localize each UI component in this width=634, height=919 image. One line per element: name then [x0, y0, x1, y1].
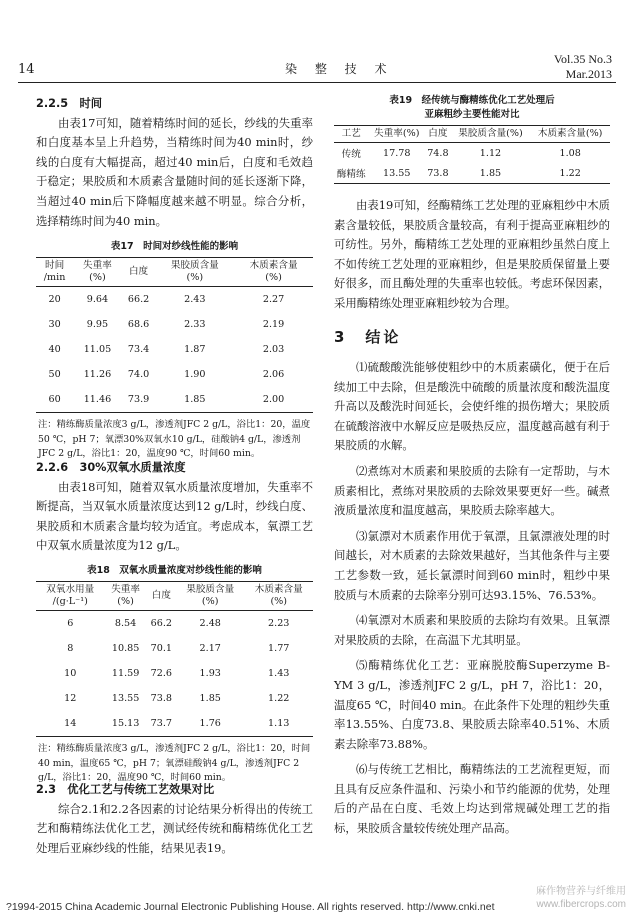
table-cell: 2.19	[262, 319, 285, 330]
table-18-note: 注：精练酶质量浓度3 g/L，渗透剂JFC 2 g/L，浴比1：20，时间40 min，温度65 ℃，pH 7；氧漂硅酸钠4 g/L，渗透剂JFC 2 g/L，浴比1：20，温度90 ℃，时间60 min。	[38, 743, 311, 783]
table-row	[36, 686, 313, 711]
table-cell: 40	[48, 344, 61, 355]
section-2-3	[36, 780, 313, 858]
table-header-cell: 果胶质含量 (%)	[155, 258, 234, 287]
table-cell: 11.46	[83, 394, 112, 405]
table-cell: 73.8	[150, 693, 173, 704]
table-cell: 14	[64, 718, 77, 729]
table-row	[36, 362, 313, 387]
section-2-2-6	[36, 458, 313, 556]
table-17	[36, 240, 313, 462]
footer-url: http://www.cnki.net	[406, 901, 495, 913]
table-cell: 1.85	[479, 167, 502, 179]
table-row	[334, 163, 610, 184]
table-cell: 2.06	[262, 369, 285, 380]
table-cell: 13.55	[111, 693, 140, 704]
table-cell: 73.4	[127, 344, 150, 355]
table-cell: 1.13	[268, 718, 290, 729]
issue-date: Mar.2013	[565, 67, 612, 81]
table-cell: 73.7	[150, 718, 173, 729]
table-19-caption-line-1: 表19 经传统与酶精练优化工艺处理后	[389, 95, 555, 106]
table-19	[334, 94, 610, 184]
table-header-cell: 失重率 (%)	[73, 258, 122, 287]
table-cell: 2.33	[184, 319, 206, 330]
table-cell: 10	[64, 668, 77, 679]
table-cell: 11.26	[83, 369, 112, 380]
table-cell: 1.85	[184, 394, 206, 405]
table-header-cell: 时间 /min	[36, 258, 73, 287]
table-18-caption: 表18 双氧水质量浓度对纱线性能的影响	[87, 565, 262, 576]
table-cell: 11.59	[111, 668, 140, 679]
table-cell: 8.54	[114, 618, 137, 629]
table-row	[36, 337, 313, 362]
table-19-discussion	[334, 196, 610, 314]
table-cell: 2.00	[262, 394, 285, 405]
table-cell: 15.13	[111, 718, 140, 729]
table-cell: 9.64	[86, 294, 109, 305]
section-2-2-6-text: 由表18可知，随着双氧水质量浓度增加，失重率不断提高，当双氧水质量浓度达到12 g/L时，纱线白度、果胶质和木质素含量均较为适宜。考虑成本，氧漂工艺中双氧水质量浓度为12 g/L。	[36, 479, 313, 553]
section-3-title: 3 结论	[334, 328, 402, 346]
table-cell: 60	[48, 394, 61, 405]
table-row	[36, 611, 313, 637]
table-header-cell: 果胶质含量 (%)	[176, 582, 245, 611]
table-cell: 1.77	[268, 643, 290, 654]
section-2-2-6-title: 2.2.6 30%双氧水质量浓度	[36, 461, 186, 474]
table-cell: 2.03	[262, 344, 285, 355]
table-row	[36, 636, 313, 661]
table-cell: 66.2	[127, 294, 150, 305]
table-header-cell: 失重率(%)	[368, 126, 425, 143]
watermark-line-1: 麻作物营养与纤维用	[536, 886, 626, 897]
table-cell: 1.76	[199, 718, 221, 729]
journal-title: 染 整 技 术	[285, 62, 394, 76]
table-cell: 9.95	[86, 319, 109, 330]
table-cell: 2.23	[268, 618, 290, 629]
table-header-cell: 白度	[425, 126, 451, 143]
table-cell: 74.0	[127, 369, 150, 380]
table-header-cell: 木质素含量(%)	[530, 126, 610, 143]
table-cell: 1.87	[184, 344, 206, 355]
table-cell: 酶精练	[336, 169, 366, 180]
table-cell: 6	[67, 618, 74, 629]
table-cell: 1.90	[184, 369, 206, 380]
header-rule	[18, 82, 616, 83]
table-17-note: 注：精练酶质量浓度3 g/L，渗透剂JFC 2 g/L，浴比1：20，温度50 ℃，pH 7；氧漂30%双氧水10 g/L，硅酸钠4 g/L，渗透剂JFC 2 g/L，浴比1：20，温度90 ℃，时间60 min。	[38, 419, 311, 459]
section-2-2-5-text: 由表17可知，随着精练时间的延长，纱线的失重率和白度基本呈上升趋势，当精练时间为40 min时，纱线的白度有大幅提高，超过40 min后，白度和毛效趋于稳定；果胶质和木质素含量随时间的延长逐渐下降，当超过40 min后下降幅度越来越不明显。综合分析，选择精练时间为40 min。	[36, 115, 313, 228]
copyright-text: ?1994-2015 China Academic Journal Electronic Publishing House. All rights reserved.	[6, 901, 405, 913]
section-2-2-5-title: 2.2.5 时间	[36, 97, 103, 110]
table-cell: 11.05	[83, 344, 112, 355]
conclusion-1: ⑴硫酸酸洗能够使粗纱中的木质素磺化，便于在后续加工中去除，但是酸洗中硫酸的质量浓度和酸洗温度升高以及酸洗时间延长，会使纤维的损伤增大；果胶质在硫酸溶液中水解反应是吸热反应，温度越高越有利于果胶质的水解。	[334, 360, 610, 453]
table-cell: 13.55	[383, 167, 411, 179]
section-2-3-title: 2.3 优化工艺与传统工艺效果对比	[36, 783, 215, 796]
table-row	[36, 387, 313, 413]
table-header-cell: 失重率 (%)	[105, 582, 147, 611]
table-cell: 1.85	[199, 693, 221, 704]
section-2-3-text: 综合2.1和2.2各因素的讨论结果分析得出的传统工艺和酶精练法优化工艺，测试经传统和酶精练优化工艺处理后亚麻纱线的性能，结果见表19。	[36, 801, 313, 855]
journal-issue	[554, 52, 612, 82]
table-row	[334, 143, 610, 164]
left-column	[36, 94, 313, 231]
table-cell: 74.8	[427, 147, 449, 159]
table-cell: 73.8	[427, 167, 449, 179]
table-18	[36, 564, 313, 786]
table-cell: 10.85	[111, 643, 140, 654]
table-header-cell: 木质素含量 (%)	[234, 258, 313, 287]
conclusion-2: ⑵煮练对木质素和果胶质的去除有一定帮助，与木质素相比，煮练对果胶质的去除效果要更好一些。碱煮液质量浓度和温度越高，果胶质去除率越大。	[334, 463, 610, 518]
table-19-discussion-text: 由表19可知，经酶精练工艺处理的亚麻粗纱中木质素含量较低，果胶质含量较高，有利于提高亚麻粗纱的可纺性。另外，酶精练工艺处理的亚麻粗纱虽然白度上不如传统工艺处理的亚麻粗纱，但是果胶质保留量上要好很多，而且酶处理的失重率也较低。考虑环保因素，采用酶精练处理亚麻粗纱较为合理。	[334, 198, 610, 310]
table-cell: 17.78	[383, 147, 411, 159]
conclusion-5: ⑸酶精练优化工艺：亚麻脱胶酶Superzyme B-YM 3 g/L，渗透剂JFC 2 g/L，pH 7，浴比1：20，温度65 ℃，时间40 min。在此条件下处理的粗纱失重率13.55%、白度73.8、果胶质去除率40.51%、木质素去除率73.88%。	[334, 658, 610, 751]
table-cell: 50	[48, 369, 61, 380]
table-cell: 30	[48, 319, 61, 330]
table-header-cell: 木质素含量 (%)	[244, 582, 313, 611]
table-17-caption: 表17 时间对纱线性能的影响	[110, 241, 239, 252]
table-cell: 1.22	[268, 693, 290, 704]
table-cell: 66.2	[150, 618, 173, 629]
table-header-cell: 工艺	[334, 126, 368, 143]
table-cell: 2.48	[199, 618, 221, 629]
table-cell: 1.93	[199, 668, 221, 679]
table-19-grid	[334, 125, 610, 184]
table-header-cell: 果胶质含量(%)	[451, 126, 531, 143]
table-cell: 2.43	[184, 294, 206, 305]
conclusion-4: ⑷氧漂对木质素和果胶质的去除均有效果。且氧漂对果胶质的去除，在高温下尤其明显。	[334, 613, 610, 647]
table-row	[36, 711, 313, 737]
table-18-grid	[36, 581, 313, 737]
table-cell: 8	[67, 643, 74, 654]
table-cell: 1.22	[559, 167, 581, 179]
table-17-grid	[36, 257, 313, 413]
table-cell: 2.17	[199, 643, 221, 654]
watermark	[536, 885, 626, 911]
table-cell: 68.6	[127, 319, 150, 330]
table-row	[36, 312, 313, 337]
table-cell: 73.9	[127, 394, 150, 405]
conclusions	[334, 358, 610, 839]
table-row	[36, 287, 313, 313]
watermark-line-2: www.fibercrops.com	[536, 899, 626, 910]
page-number: 14	[18, 62, 35, 77]
table-cell: 12	[64, 693, 77, 704]
table-cell: 1.08	[559, 147, 581, 159]
table-cell: 传统	[341, 149, 361, 160]
table-cell: 1.12	[479, 147, 502, 159]
table-cell: 72.6	[150, 668, 173, 679]
copyright-footer	[6, 901, 495, 913]
table-cell: 2.27	[262, 294, 285, 305]
table-cell: 1.43	[268, 668, 290, 679]
table-19-caption-line-2: 亚麻粗纱主要性能对比	[424, 109, 520, 120]
conclusion-6: ⑹与传统工艺相比，酶精练法的工艺流程更短，而且具有反应条件温和、污染小和节约能源的优势，处理后的产品在白度、毛效上均达到常规碱处理工艺的指标，果胶质含量较传统处理产品高。	[334, 762, 610, 836]
table-cell: 20	[48, 294, 61, 305]
conclusion-3: ⑶氯漂对木质素作用优于氧漂，且氯漂液处理的时间越长，对木质素的去除效果越好，当其他条件与主要工艺参数一致，延长氯漂时间到60 min时，粗纱中果胶质与木质素的去除率分别可达93.15%、76.53%。	[334, 528, 610, 602]
table-header-cell: 白度	[147, 582, 176, 611]
table-header-cell: 双氧水用量 /(g·L⁻¹)	[36, 582, 105, 611]
table-cell: 70.1	[150, 643, 173, 654]
volume-label: Vol.35 No.3	[553, 52, 612, 66]
table-header-cell: 白度	[122, 258, 156, 287]
table-row	[36, 661, 313, 686]
